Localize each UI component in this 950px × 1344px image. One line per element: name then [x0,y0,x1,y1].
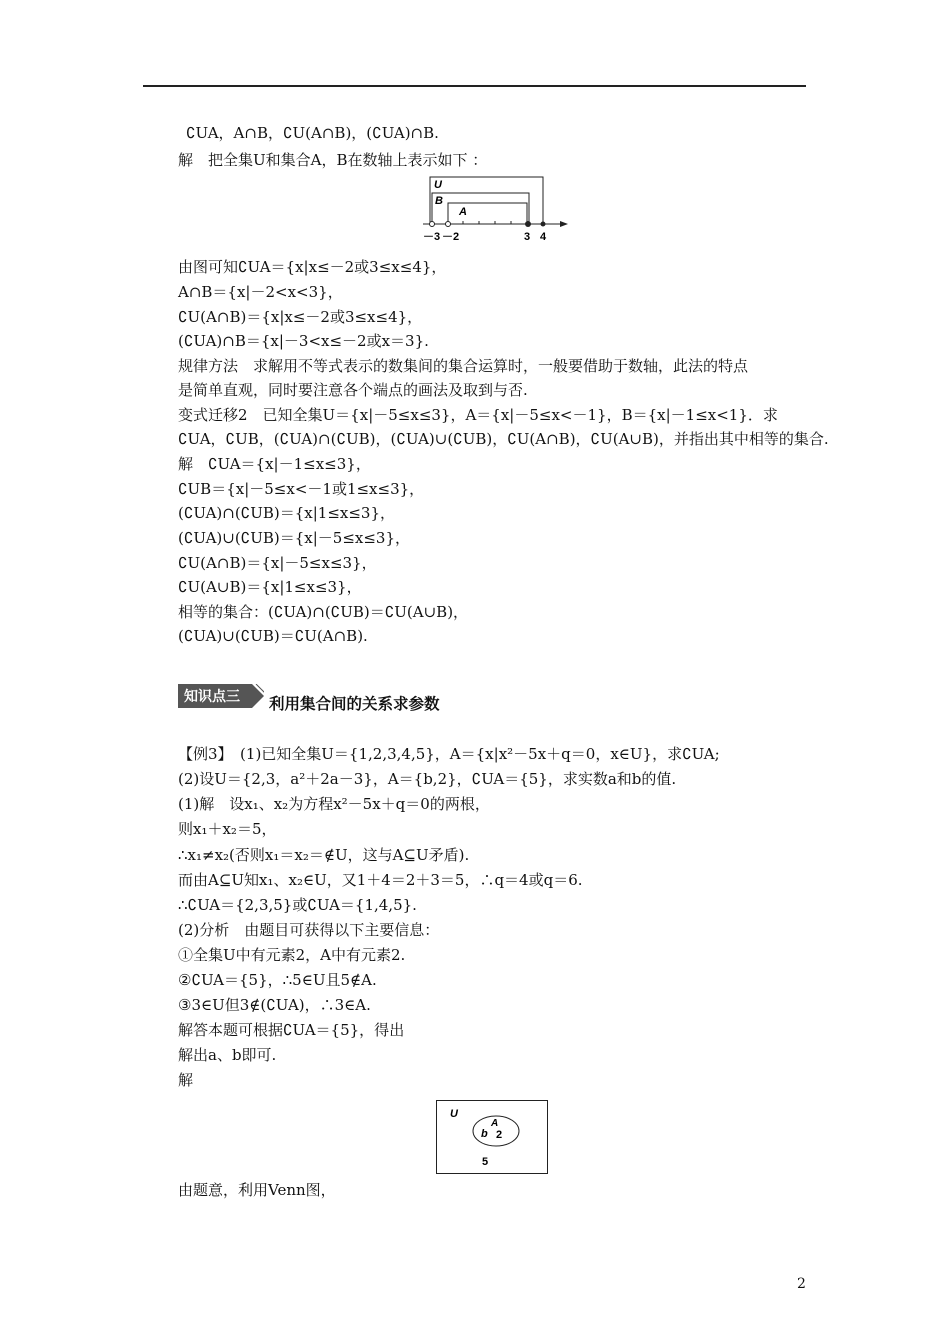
text-line: ∁UA，A∩B，∁U(A∩B)，(∁UA)∩B. [186,124,439,142]
set-u-bracket [430,177,543,224]
text-line: (∁UA)∪(∁UB)＝∁U(A∩B). [178,627,368,645]
text-line: 【例3】 (1)已知全集U＝{1,2,3,4,5}，A＝{x|x²－5x＋q＝0，x∈U}，求∁UA; [178,745,720,763]
venn-label-u: U [450,1108,458,1120]
text-line: (2)分析 由题目可获得以下主要信息： [178,921,440,939]
venn-element-5: 5 [482,1156,489,1168]
label-a: A [459,206,467,218]
text-line: ∴x₁≠x₂(否则x₁＝x₂＝∉U，这与A⊆U矛盾). [178,846,470,864]
text-line: 解答本题可根据∁UA＝{5}，得出 [178,1021,405,1039]
text-line: 而由A⊆U知x₁、x₂∈U，又1＋4＝2＋3＝5，∴q＝4或q＝6. [178,871,583,889]
text-line: ∁UB＝{x|－5≤x<－1或1≤x≤3}， [178,480,425,498]
text-line: ∁U(A∪B)＝{x|1≤x≤3}， [178,578,362,596]
text-line: ③3∈U但3∉(∁UA)，∴3∈A. [178,996,371,1014]
page-number: 2 [797,1276,806,1292]
set-b-bracket [432,193,529,224]
label-u: U [434,179,442,191]
text-line: ∴∁UA＝{2,3,5}或∁UA＝{1,4,5}. [178,896,417,914]
text-line: 变式迁移2 已知全集U＝{x|－5≤x≤3}，A＝{x|－5≤x<－1}，B＝{x|－1≤x<1}．求 [178,406,778,424]
text-line: 规律方法 求解用不等式表示的数集间的集合运算时，一般要借助于数轴，此法的特点 [178,357,749,375]
axis-arrow-icon [560,221,568,227]
label-b: B [435,195,443,207]
text-line: 解出a、b即可. [178,1046,277,1064]
venn-element-2: 2 [496,1129,503,1141]
text-line: 相等的集合：(∁UA)∩(∁UB)＝∁U(A∪B)， [178,603,469,621]
tick-label: －2 [442,231,460,243]
text-line: 则x₁＋x₂＝5， [178,820,277,838]
text-line: (2)设U＝{2,3，a²＋2a－3}，A＝{b,2}，∁UA＝{5}，求实数a和b的值. [178,770,677,788]
text-line: 解 ∁UA＝{x|－1≤x≤3}， [178,455,371,473]
venn-label-a: A [491,1118,499,1129]
header-rule [143,85,806,87]
venn-element-b: b [481,1128,488,1140]
text-line: 由图可知∁UA＝{x|x≤－2或3≤x≤4}， [178,258,447,276]
text-line: 解 [178,1071,194,1089]
endpoint-open--2 [446,222,451,227]
text-line: 解 把全集U和集合A，B在数轴上表示如下 ： [178,151,488,169]
text-line: ∁U(A∩B)＝{x|x≤－2或3≤x≤4}， [178,308,423,326]
section-title: 利用集合间的关系求参数 [269,695,440,713]
text-line: ①全集U中有元素2，A中有元素2. [178,946,406,964]
text-line: ∁U(A∩B)＝{x|－5≤x≤3}， [178,554,377,572]
tick-label: －3 [423,231,441,243]
venn-diagram [436,1100,548,1174]
text-line: 是简单直观，同时要注意各个端点的画法及取到与否. [178,381,528,399]
text-line: (∁UA)∩(∁UB)＝{x|1≤x≤3}， [178,504,396,522]
section-badge-label: 知识点三 [184,689,240,705]
endpoint-closed-3 [525,221,531,227]
text-line: (∁UA)∩B＝{x|－3<x≤－2或x＝3}. [178,332,429,350]
text-line: ∁UA，∁UB，(∁UA)∩(∁UB)，(∁UA)∪(∁UB)，∁U(A∩B)，∁U(A∪B)，并指出其中相等的集合. [178,430,829,448]
text-line: (1)解 设x₁、x₂为方程x²－5x＋q＝0的两根， [178,795,490,813]
text-line: (∁UA)∪(∁UB)＝{x|－5≤x≤3}， [178,529,411,547]
tick-label: 3 [524,231,531,243]
text-line: A∩B＝{x|－2<x<3}， [178,283,343,301]
text-line: 由题意，利用Venn图， [178,1181,336,1199]
endpoint-closed-4 [541,222,546,227]
text-line: ②∁UA＝{5}，∴5∈U且5∉A. [178,971,377,989]
tick-label: 4 [540,231,547,243]
number-line-figure [423,174,568,244]
endpoint-open--3 [430,222,435,227]
